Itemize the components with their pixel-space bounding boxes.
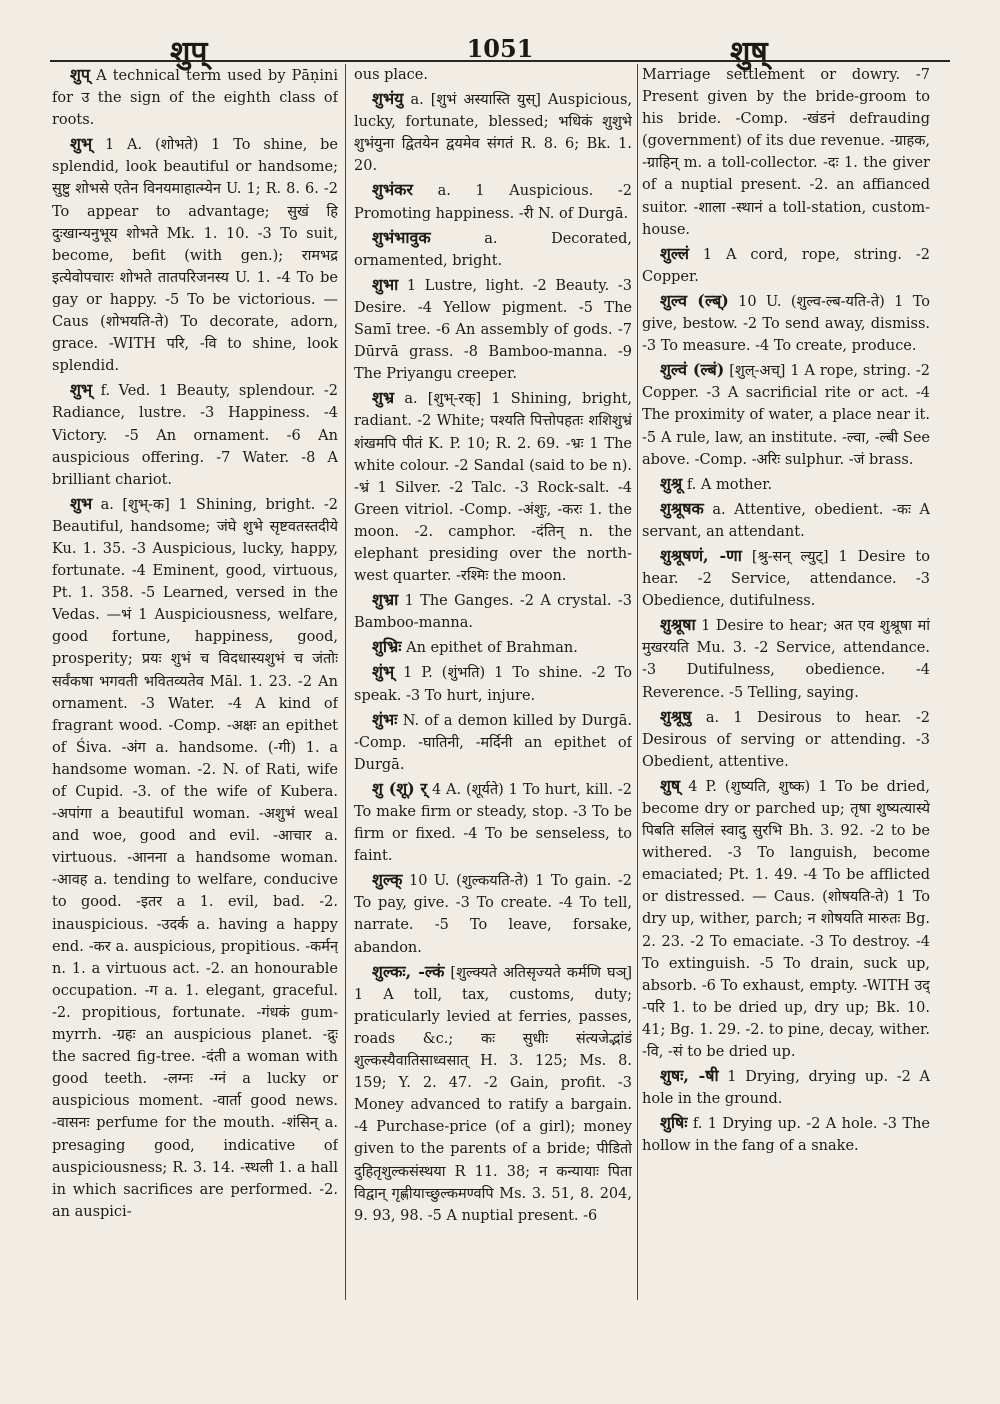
entry-headword: शुभंकर [372, 180, 413, 200]
entry-definition: a. [शुभ्-रक्] 1 Shining, bright, radiant. -2 White; पश्यति पित्तोपहतः शशिशुभ्रं शंखमपि पीतं K. P. 10; R. 2. 69. -भ्रः 1 The white colour. -2 Sandal (said to be n). -भ्रं 1 Silver. -2 Talc. -3 Rock-salt. -4 Green vitriol. -Comp. -अंशुः, -करः 1. the moon. -2. camphor. -दंतिन् n. the elephant presiding over the north-west quarter. -रश्मिः the moon. [354, 391, 632, 585]
entry-definition: a. [शुभ्-क] 1 Shining, bright. -2 Beautiful, handsome; जंघे शुभे सृष्टवतस्तदीये Ku. 1. 35. -3 Auspicious, lucky, happy, fortunate. -4 Eminent, good, virtuous, Pt. 1. 358. -5 Learned, versed in the Vedas. —भं 1 Auspiciousness, welfare, good fortune, happiness, good, prosperity; प्रयः शुभं च विदधास्यशुभं च जंतोः सर्वंकषा भगवती भवितव्यतेव Māl. 1. 23. -2 An ornament. -3 Water. -4 A kind of fragrant wood. -Comp. -अक्षः an epithet of Śiva. -अंग a. handsome. (-गी) 1. a handsome woman. -2. N. of Rati, wife of Cupid. -3. of the wife of Kubera. -अपांगा a beautiful woman. -अशुभं weal and woe, good and evil. -आचार a. virtuous. -आनना a handsome woman. -आवह a. tending to welfare, conducive to good. -इतर a 1. evil, bad. -2. inauspicious. -उदर्क a. having a happy end. -कर a. auspicious, propitious. -कर्मन् n. 1. a virtuous act. -2. an honourable occupation. -ग a. 1. elegant, graceful. -2. propitious, fortunate. -गंधकं gum-myrrh. -ग्रहः an auspicious planet. -द्रुः the sacred fig-tree. -दंती a woman with good teeth. -लग्नः -ग्नं a lucky or auspicious moment. -वार्ता good news. -वासनः perfume for the mouth. -शंसिन् a. presaging good, indicative of auspiciousness; R. 3. 14. -स्थली 1. a hall in which sacrifices are performed. -2. an auspici- [52, 496, 338, 1220]
entry-headword: शुल्कः, -ल्कं [372, 961, 445, 981]
column-1 [52, 64, 338, 1300]
dictionary-entry [642, 64, 930, 241]
entry-definition: a. 1 Auspicious. -2 Promoting happiness. -री N. of Durgā. [354, 183, 632, 222]
dictionary-entry [52, 379, 338, 490]
entry-definition: 1 Drying, drying up. -2 A hole in the ground. [642, 1069, 930, 1108]
entry-headword: शुभा [372, 274, 399, 294]
entry-headword: शुंभः [372, 709, 398, 729]
entry-definition: 10 U. (शुल्व-ल्ब-यति-ते) 1 To give, bestow. -2 To send away, dismiss. -3 To measure. -4 To create, produce. [642, 293, 930, 355]
entry-definition: N. of a demon killed by Durgā. -Comp. -घातिनी, -मर्दिनी an epithet of Durgā. [354, 712, 632, 773]
entry-headword: शुष् [660, 775, 681, 795]
entry-definition: a. Decorated, ornamented, bright. [354, 230, 632, 269]
column-2 [354, 64, 632, 1300]
entry-definition: [शुल्-अच्] 1 A rope, string. -2 Copper. -3 A sacrificial rite or act. -4 The proximity of water, a place near it. -5 A rule, law, an institute. -ल्वा, -ल्बी See above. -Comp. -अरिः sulphur. -जं brass. [642, 363, 930, 468]
dictionary-entry [642, 1112, 930, 1157]
entry-definition: 1 A. (शोभते) 1 To shine, be splendid, look beautiful or handsome; सुष्टु शोभसे एतेन विनयमाहात्म्येन U. 1; R. 8. 6. -2 To appear to advantage; सुखं हि दुःखान्यनुभूय शोभते Mk. 1. 10. -3 To suit, become, befit (with gen.); रामभद्र इत्येवोपचारः शोभते तातपरिजनस्य U. 1. -4 To be gay or happy. -5 To be victorious. — Caus (शोभयति-ते) To decorate, adorn, grace. -WITH परि, -वि to shine, look splendid. [52, 137, 338, 375]
dictionary-entry [354, 179, 632, 224]
entry-headword: शुंभ् [372, 662, 395, 682]
entry-definition: Marriage settlement or dowry. -7 Present given by the bride-groom to his bride. -Comp. -खंडनं defrauding (government) of its due revenue. -ग्राहक, -ग्राहिन् m. a toll-collector. -दः 1. the giver of a nuptial present. -2. an affianced suitor. -शाला -स्थानं a toll-station, custom-house. [642, 67, 930, 238]
entry-definition: a. Attentive, obedient. -कः A servant, an attendant. [642, 501, 930, 540]
entry-definition: ous place. [354, 67, 428, 83]
column-divider [345, 64, 346, 1300]
entry-definition: 1 The Ganges. -2 A crystal. -3 Bamboo-manna. [354, 593, 632, 632]
header-rule [50, 60, 950, 62]
entry-headword: शुल्क् [372, 870, 403, 890]
dictionary-entry [642, 614, 930, 703]
entry-headword: शुश्रू [660, 473, 683, 493]
entry-definition: a. 1 Desirous to hear. -2 Desirous of serving or attending. -3 Obedient, attentive. [642, 709, 930, 770]
entry-headword: शुश्रूषु [660, 706, 692, 726]
dictionary-entry [354, 274, 632, 385]
entry-definition: 1 Desire to hear; अत एव शुश्रूषा मां मुखरयति Mu. 3. -2 Service, attendance. -3 Dutifulness, obedience. -4 Reverence. -5 Telling, saying. [642, 618, 930, 701]
entry-headword: शुभ्रा [372, 590, 399, 610]
page-number: 1051 [466, 34, 534, 63]
column-3 [642, 64, 930, 1300]
entry-headword: शुभ [70, 493, 93, 513]
entry-definition: [शुल्क्यते अतिसृज्यते कर्मणि घञ्] 1 A toll, tax, customs, duty; praticularly levied at ferries, passes, roads &c.; कः सुधीः संत्यजेद्भांडं शुल्कस्यैवातिसाध्वसात् H. 3. 125; Ms. 8. 159; Y. 2. 47. -2 Gain, profit. -3 Money advanced to ratify a bargain. -4 Purchase-price (of a girl); money given to the parents of a bride; पीडितो दुहितृशुल्कसंस्थया R 11. 38; न कन्यायाः पिता विद्वान् गृह्णीयाच्छुल्कमण्वपि Ms. 3. 51, 8. 204, 9. 93, 98. -5 A nuptial present. -6 [354, 964, 632, 1224]
left-running-headword: शुप् [170, 35, 208, 70]
entry-headword: शुषिः [660, 1113, 688, 1133]
entry-definition: An epithet of Brahman. [406, 640, 578, 657]
dictionary-entry [354, 778, 632, 867]
entry-headword: शुभंभावुक [372, 227, 431, 247]
dictionary-entry [354, 387, 632, 587]
entry-definition: 1 A cord, rope, string. -2 Copper. [642, 246, 930, 285]
entry-definition: f. 1 Drying up. -2 A hole. -3 The hollow in the fang of a snake. [642, 1116, 930, 1155]
dictionary-entry [354, 227, 632, 272]
dictionary-entry [354, 589, 632, 634]
entry-definition: 10 U. (शुल्कयति-ते) 1 To gain. -2 To pay, give. -3 To create. -4 To tell, narrate. -5 To leave, forsake, abandon. [354, 873, 632, 956]
entry-definition: [श्रु-सन् ल्युट्] 1 Desire to hear. -2 Service, attendance. -3 Obedience, dutifulness. [642, 548, 930, 610]
right-running-headword: शुष् [730, 35, 768, 70]
entry-headword: शुषः, -षी [660, 1066, 719, 1086]
entry-definition: 4 A. (शूर्यते) 1 To hurt, kill. -2 To make firm or steady, stop. -3 To be firm or fixed. -4 To be senseless, to faint. [354, 781, 632, 865]
entry-definition: f. Ved. 1 Beauty, splendour. -2 Radiance, lustre. -3 Happiness. -4 Victory. -5 An ornament. -6 An auspicious offering. -7 Water. -8 A brilliant chariot. [52, 383, 338, 488]
entry-definition: A technical term used by Pāṇini for उ the sign of the eighth class of roots. [52, 68, 338, 129]
entry-headword: शुश्रूषणं, -णा [660, 545, 742, 565]
dictionary-entry [354, 961, 632, 1227]
entry-definition: 1 Lustre, light. -2 Beauty. -3 Desire. -4 Yellow pigment. -5 The Samī tree. -6 An assembly of gods. -7 Dūrvā grass. -8 Bamboo-manna. -9 The Priyangu creeper. [354, 277, 632, 383]
entry-headword: शुभ्रिः [372, 637, 402, 657]
dictionary-entry [642, 290, 930, 357]
dictionary-entry [52, 64, 338, 131]
dictionary-entry [642, 473, 930, 496]
entry-headword: शुप् [70, 65, 90, 84]
dictionary-entry [354, 709, 632, 776]
entry-definition: 4 P. (शुष्यति, शुष्क) 1 To be dried, become dry or parched up; तृषा शुष्यत्यास्ये पिबति सलिलं स्वादु सुरभि Bh. 3. 92. -2 to be withered. -3 To languish, become emaciated; Pt. 1. 49. -4 To be afflicted or distressed. — Caus. (शोषयति-ते) 1 To dry up, wither, parch; न शोषयति मारुतः Bg. 2. 23. -2 To emaciate. -3 To destroy. -4 To extinguish. -5 To drain, suck up, absorb. -6 To exhaust, empty. -WITH उद् -परि 1. to be dried up, dry up; Bk. 10. 41; Bg. 1. 29. -2. to pine, decay, wither. -वि, -सं to be dried up. [642, 778, 930, 1061]
dictionary-entry [52, 133, 338, 377]
entry-headword: शु (शू) र् [372, 778, 428, 798]
dictionary-entry [642, 1065, 930, 1110]
dictionary-entry [354, 661, 632, 706]
entry-definition: a. [शुभं अस्यास्ति युस्] Auspicious, lucky, fortunate, blessed; भधिकं शुशुभे शुभंयुना द्वितयेन द्वयमेव संगतं R. 8. 6; Bk. 1. 20. [354, 92, 632, 175]
dictionary-entry [642, 243, 930, 288]
entry-headword: शुभ् [70, 134, 93, 154]
entry-headword: शुल्वं (ल्बं) [660, 360, 725, 380]
page-header [0, 28, 1000, 68]
entry-headword: शुभ्र [372, 388, 395, 408]
entry-headword: शुश्रूषा [660, 615, 696, 635]
column-divider [637, 64, 638, 1300]
entry-definition: f. A mother. [686, 476, 773, 493]
dictionary-entry [642, 545, 930, 612]
entry-headword: शुभंयु [372, 89, 404, 109]
dictionary-entry [642, 775, 930, 1063]
dictionary-entry [354, 869, 632, 958]
dictionary-entry [642, 706, 930, 773]
entry-headword: शुल्लं [660, 243, 689, 263]
dictionary-entry [52, 493, 338, 1223]
entry-headword: शुश्रूषक [660, 498, 704, 518]
entry-definition: 1 P. (शुंभति) 1 To shine. -2 To speak. -3 To hurt, injure. [354, 665, 632, 704]
entry-headword: शुल्व (ल्ब्) [660, 290, 729, 310]
dictionary-entry [642, 498, 930, 543]
dictionary-entry [354, 64, 632, 86]
dictionary-entry [354, 636, 632, 659]
entry-headword: शुभ् [70, 380, 93, 400]
dictionary-entry [354, 88, 632, 177]
dictionary-entry [642, 359, 930, 470]
